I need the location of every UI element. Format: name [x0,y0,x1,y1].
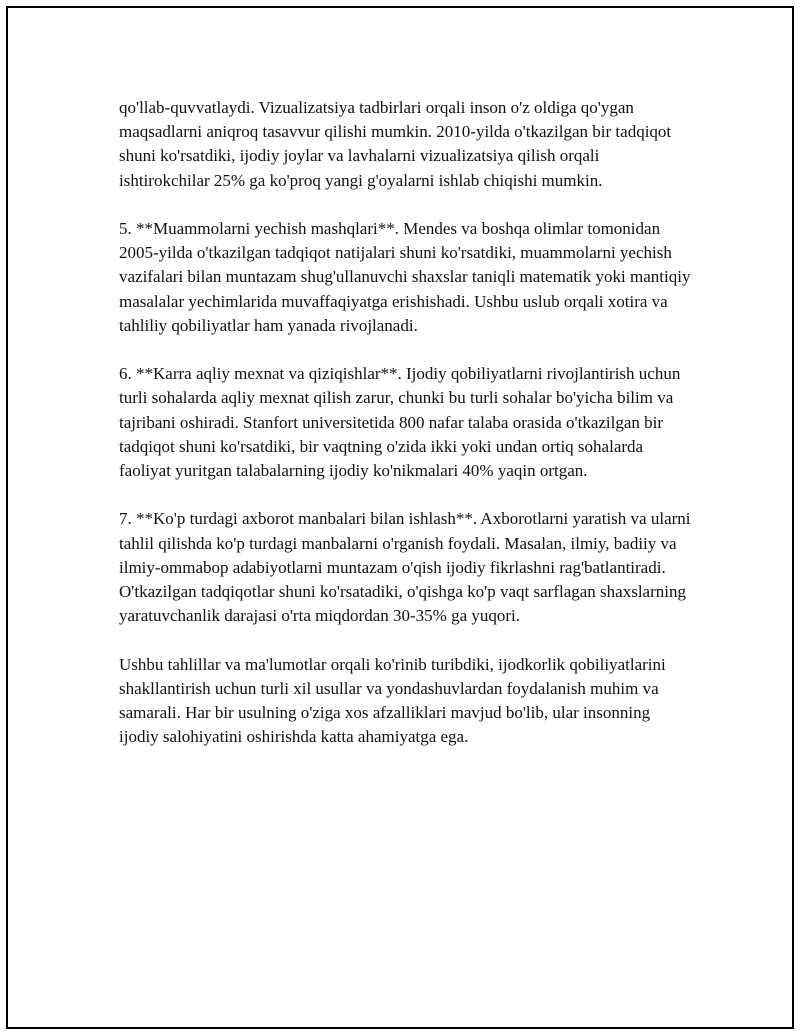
document-page [6,6,794,1029]
paragraph-conclusion: Ushbu tahlillar va ma'lumotlar orqali ko'rinib turibdiki, ijodkorlik qobiliyatlarini shakllantirish uchun turli xil usullar va yondashuvlardan foydalanish muhim va samarali. Har bir usulning o'ziga xos afzalliklari mavjud bo'lib, ular insonning ijodiy salohiyatini oshirishda katta ahamiyatga ega. [119,654,666,747]
paragraph-item-5-problem-solving: 5. **Muammolarni yechish mashqlari**. Mendes va boshqa olimlar tomonidan 2005-yilda o'tkazilgan tadqiqot natijalari shuni ko'rsatdiki, muammolarni yechish vazifalari bilan muntazam shug'ullanuvchi shaxslar taniqli matematik yoki mantiqiy masalalar yechimlarida muvaffaqiyatga erishishadi. Ushbu uslub orqali xotira va tahliliy qobiliyatlar ham yanada rivojlanadi. [119,219,691,335]
paragraph-item-7-information-sources: 7. **Ko'p turdagi axborot manbalari bilan ishlash**. Axborotlarni yaratish va ularni tahlil qilishda ko'p turdagi manbalarni o'rganish foydali. Masalan, ilmiy, badiiy va ilmiy-ommabop adabiyotlarni muntazam o'qish ijodiy fikrlashni rag'batlantiradi. O'tkazilgan tadqiqotlar shuni ko'rsatadiki, o'qishga ko'p vaqt sarflagan shaxslarning yaratuvchanlik darajasi o'rta miqdordan 30-35% ga yuqori. [119,509,691,626]
paragraph-visualization-continued: qo'llab-quvvatlaydi. Vizualizatsiya tadbirlari orqali inson o'z oldiga qo'ygan maqsadlarni aniqroq tasavvur qilishi mumkin. 2010-yilda o'tkazilgan bir tadqiqot shuni ko'rsatdiki, ijodiy joylar va lavhalarni vizualizatsiya qilish orqali ishtirokchilar 25% ga ko'proq yangi g'oyalarni ishlab chiqishi mumkin. [119,98,672,190]
document-body [119,96,694,774]
paragraph-item-6-mental-work: 6. **Karra aqliy mexnat va qiziqishlar**. Ijodiy qobiliyatlarni rivojlantirish uchun turli sohalarda aqliy mexnat qilish zarur, chunki bu turli sohalar bo'yicha bilim va tajribani oshiradi. Stanfort universitetida 800 nafar talaba orasida o'tkazilgan bir tadqiqot shuni ko'rsatdiki, bir vaqtning o'zida ikki yoki undan ortiq sohalarda faoliyat yuritgan talabalarning ijodiy ko'nikmalari 40% yaqin ortgan. [119,364,681,481]
